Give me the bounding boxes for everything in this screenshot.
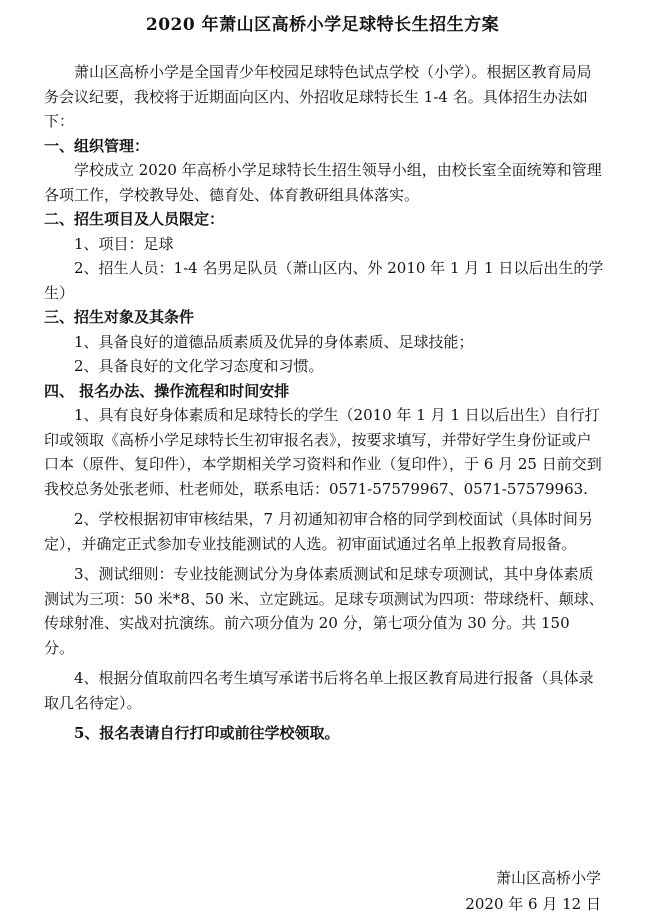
section-heading-procedure: 四、 报名办法、操作流程和时间安排 xyxy=(44,381,290,400)
section-4-item-2: 2、学校根据初审审核结果，7 月初通知初审合格的同学到校面试（具体时间另定），并确定正式参加专业技能测试的人选。初审面试通过名单上报教育局报备。 xyxy=(44,510,593,553)
section-4-item-5: 5、报名表请自行打印或前往学校领取。 xyxy=(74,724,340,742)
section-2-item-1: 1、项目：足球 xyxy=(74,234,174,253)
section-1-paragraph: 学校成立 2020 年高桥小学足球特长生招生领导小组，由校长室全面统筹和管理各项工作，学校教导处、德育处、体育教研组具体落实。 xyxy=(44,161,602,204)
section-3-item-2: 2、具备良好的文化学习态度和习惯。 xyxy=(74,357,324,375)
signature-organization: 萧山区高桥小学 xyxy=(495,869,601,887)
section-4-item-1: 1、具有良好身体素质和足球特长的学生（2010 年 1 月 1 日以后出生）自行打印或领取《高桥小学足球特长生初审报名表》，按要求填写，并带好学生身份证或户口本（原件、复印件），本学期相关学习资料和作业（复印件），于 6 月 25 日前交到我校总务处张老师、杜老师处，联系电话：0571-57579967、0571-57579963. xyxy=(44,406,602,498)
document-title: 2020 年萧山区高桥小学足球特长生招生方案 xyxy=(145,15,500,35)
intro-paragraph: 萧山区高桥小学是全国青少年校园足球特色试点学校（小学）。根据区教育局局务会议纪要，我校将于近期面向区内、外招收足球特长生 1-4 名。具体招生办法如下： xyxy=(44,63,592,130)
section-2-item-2: 2、招生人员：1-4 名男足队员（萧山区内、外 2010 年 1 月 1 日以后出生的学生） xyxy=(44,259,604,302)
document-body xyxy=(44,60,604,746)
section-heading-conditions: 三、招生对象及其条件 xyxy=(44,308,195,326)
signature-date: 2020 年 6 月 12 日 xyxy=(465,895,601,913)
section-3-item-1: 1、具备良好的道德品质素质及优异的身体素质、足球技能； xyxy=(74,332,474,351)
section-heading-enrollment: 二、招生项目及人员限定： xyxy=(44,210,225,228)
section-4-item-4: 4、根据分值取前四名考生填写承诺书后将名单上报区教育局进行报备（具体录取几名待定）。 xyxy=(44,669,594,712)
section-4-item-3: 3、测试细则：专业技能测试分为身体素质测试和足球专项测试，其中身体素质测试为三项：50 米*8、50 米、立定跳远。足球专项测试为四项：带球绕杆、颠球、传球射准、实战对抗演练。前六项分值为 20 分，第七项分值为 30 分。共 150 分。 xyxy=(44,565,604,657)
section-heading-organization: 一、组织管理： xyxy=(44,136,150,155)
